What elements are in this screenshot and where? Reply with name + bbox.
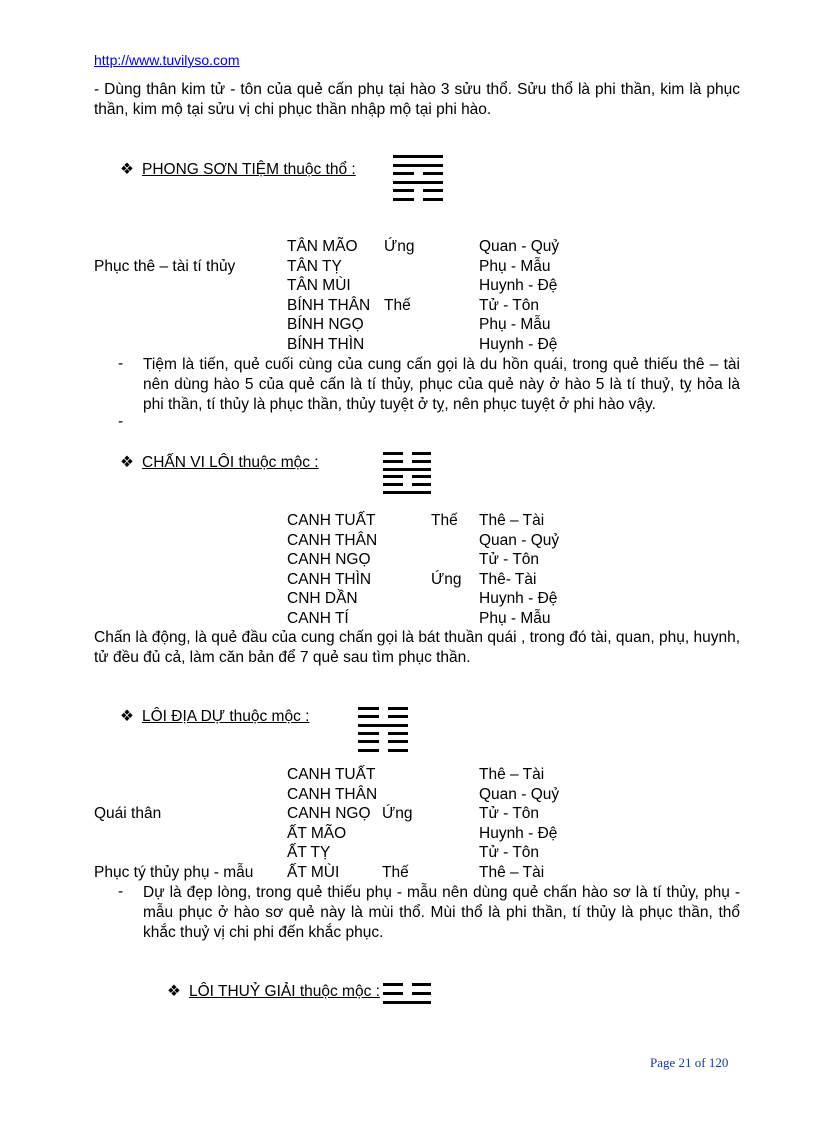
section-heading-chan-vi-loi	[120, 453, 319, 473]
diamond-bullet-icon: ❖	[120, 454, 134, 471]
row-mark: Ứng	[384, 238, 415, 255]
row-name: CANH NGỌ	[287, 551, 371, 569]
row-mark: Thế	[431, 512, 458, 529]
row-mark: Thế	[384, 296, 411, 314]
section-note: Dự là đẹp lòng, trong quẻ thiếu phụ - mẫu nên dùng quẻ chấn hào sơ là tí thủy, phụ - mẫu phục ở hào sơ quẻ này là mùi thổ. Mùi thổ là phi thần, tí thủy là phục thần, thổ khắc thuỷ vị chi phi đến khắc phục.	[143, 884, 740, 941]
row-name: CANH TÍ	[287, 610, 349, 627]
row-name: CANH TUẤT	[287, 512, 376, 529]
intro-paragraph: - Dùng thân kim tử - tôn của quẻ cấn phụ tại hào 3 sửu thổ. Sửu thổ là phi thần, kim là phục thần, kim mộ tại sửu vị chi phục thần nhập mộ tại phi hào.	[94, 81, 740, 118]
row-mark: Ứng	[382, 805, 413, 823]
yin-line-segment	[388, 715, 409, 718]
yin-line-segment	[393, 189, 414, 192]
yin-line-segment	[412, 992, 432, 995]
row-rel: Huynh - Đệ	[479, 590, 558, 608]
section-title: LÔI THUỶ GIẢI thuộc mộc :	[189, 983, 380, 1000]
yin-line-segment	[383, 460, 403, 463]
yang-line	[393, 155, 443, 158]
header-url-link[interactable]: http://www.tuvilyso.com	[94, 52, 240, 68]
row-rel: Tử - Tôn	[479, 551, 540, 569]
row-name: TÂN TỴ	[287, 257, 342, 275]
hexagram-icon	[393, 155, 443, 207]
yang-line	[358, 724, 408, 727]
row-name: BÍNH THÂN	[287, 296, 371, 314]
row-rel: Huynh - Đệ	[479, 277, 558, 295]
row-name: CANH THÌN	[287, 570, 372, 588]
yin-line-segment	[383, 983, 403, 986]
section-note: Tiệm là tiến, quẻ cuối cùng của cung cấn gọi là du hồn quái, trong quẻ thiếu thê – tài nên dùng hào 5 của quẻ cấn là tí thủy, phục của quẻ này ở hào 5 là tí thuỷ, tỵ hỏa là phi thần, tí thủy là phục thần, thủy tuyệt ở tỵ, nên phục tuyệt ở phi hào vậy.	[143, 356, 740, 413]
yin-line-segment	[358, 740, 379, 743]
yin-line-segment	[388, 732, 409, 735]
diamond-bullet-icon: ❖	[120, 708, 134, 725]
section-heading-loi-thuy-giai	[167, 982, 380, 1002]
yin-line-segment	[388, 749, 409, 752]
row-rel: Phụ - Mẫu	[479, 610, 551, 627]
yang-line	[383, 491, 431, 494]
list-dash: -	[118, 883, 124, 900]
row-name: BÍNH THÌN	[287, 336, 365, 353]
yin-line-segment	[412, 983, 432, 986]
section-title: CHẤN VI LÔI thuộc mộc :	[142, 454, 319, 471]
section-title: PHONG SƠN TIỆM thuộc thổ :	[142, 161, 356, 178]
yin-line-segment	[358, 707, 379, 710]
row-name: ẤT MÙI	[287, 864, 340, 881]
row-rel: Huynh - Đệ	[479, 824, 558, 842]
row-mark: Ứng	[431, 570, 462, 588]
row-left: Quái thân	[94, 805, 162, 823]
row-rel: Quan - Quỷ	[479, 531, 560, 549]
row-rel: Huynh - Đệ	[479, 336, 558, 353]
diamond-bullet-icon: ❖	[120, 161, 134, 178]
row-rel: Thê – Tài	[479, 512, 545, 529]
row-rel: Tử - Tôn	[479, 844, 540, 862]
yin-line-segment	[388, 740, 409, 743]
yang-line	[383, 468, 431, 471]
yang-line	[393, 181, 443, 184]
yin-line-segment	[412, 475, 432, 478]
row-left: Phục tý thủy phụ - mẫu	[94, 864, 254, 881]
row-name: CANH THÂN	[287, 531, 378, 549]
page-number: Page 21 of 120	[650, 1055, 729, 1070]
yin-line-segment	[393, 172, 414, 175]
hexagram-icon	[383, 452, 431, 499]
row-name: ẤT MÃO	[287, 824, 347, 842]
row-rel: Thê- Tài	[479, 570, 537, 588]
yang-line	[393, 164, 443, 167]
row-name: CANH NGỌ	[287, 805, 371, 823]
yin-line-segment	[383, 483, 403, 486]
yin-line-segment	[423, 198, 444, 201]
hexagram-icon	[358, 707, 408, 757]
row-rel: Tử - Tôn	[479, 805, 540, 823]
yin-line-segment	[383, 452, 403, 455]
row-left: Phục thê – tài tí thủy	[94, 257, 236, 275]
yin-line-segment	[358, 732, 379, 735]
row-name: CANH TUẤT	[287, 766, 376, 783]
yin-line-segment	[423, 189, 444, 192]
row-name: TÂN MÃO	[287, 238, 358, 255]
section-heading-phong-son-tiem	[120, 160, 356, 180]
yin-line-segment	[423, 172, 444, 175]
section-heading-loi-dia-du	[120, 707, 309, 727]
diamond-bullet-icon: ❖	[167, 983, 181, 1000]
row-rel: Phụ - Mẫu	[479, 257, 551, 275]
yin-line-segment	[393, 198, 414, 201]
hexagram-icon	[383, 983, 431, 1010]
section-title: LÔI ĐỊA DỰ thuộc mộc :	[142, 708, 310, 725]
yin-line-segment	[388, 707, 409, 710]
row-rel: Thê – Tài	[479, 766, 545, 783]
yin-line-segment	[412, 452, 432, 455]
yin-line-segment	[412, 483, 432, 486]
yin-line-segment	[383, 992, 403, 995]
row-rel: Phụ - Mẫu	[479, 316, 551, 334]
row-name: BÍNH NGỌ	[287, 316, 364, 334]
row-mark: Thế	[382, 864, 409, 881]
yin-line-segment	[358, 749, 379, 752]
section-note: Chấn là động, là quẻ đầu của cung chấn gọi là bát thuần quái , trong đó tài, quan, phụ, huynh, tử đều đủ cả, làm căn bản để 7 quẻ sau tìm phục thần.	[94, 629, 740, 666]
list-dash-empty: -	[118, 413, 124, 430]
yin-line-segment	[412, 460, 432, 463]
yin-line-segment	[358, 715, 379, 718]
row-rel: Tử - Tôn	[479, 296, 540, 314]
row-name: TÂN MÙI	[287, 277, 351, 295]
row-rel: Quan - Quỷ	[479, 238, 560, 255]
yang-line	[383, 1001, 431, 1004]
row-name: ẤT TỴ	[287, 844, 331, 862]
row-name: CNH DẦN	[287, 590, 358, 608]
row-rel: Quan - Quỷ	[479, 785, 560, 803]
row-name: CANH THÂN	[287, 785, 378, 803]
list-dash: -	[118, 355, 124, 372]
row-rel: Thê – Tài	[479, 864, 545, 881]
yin-line-segment	[383, 475, 403, 478]
